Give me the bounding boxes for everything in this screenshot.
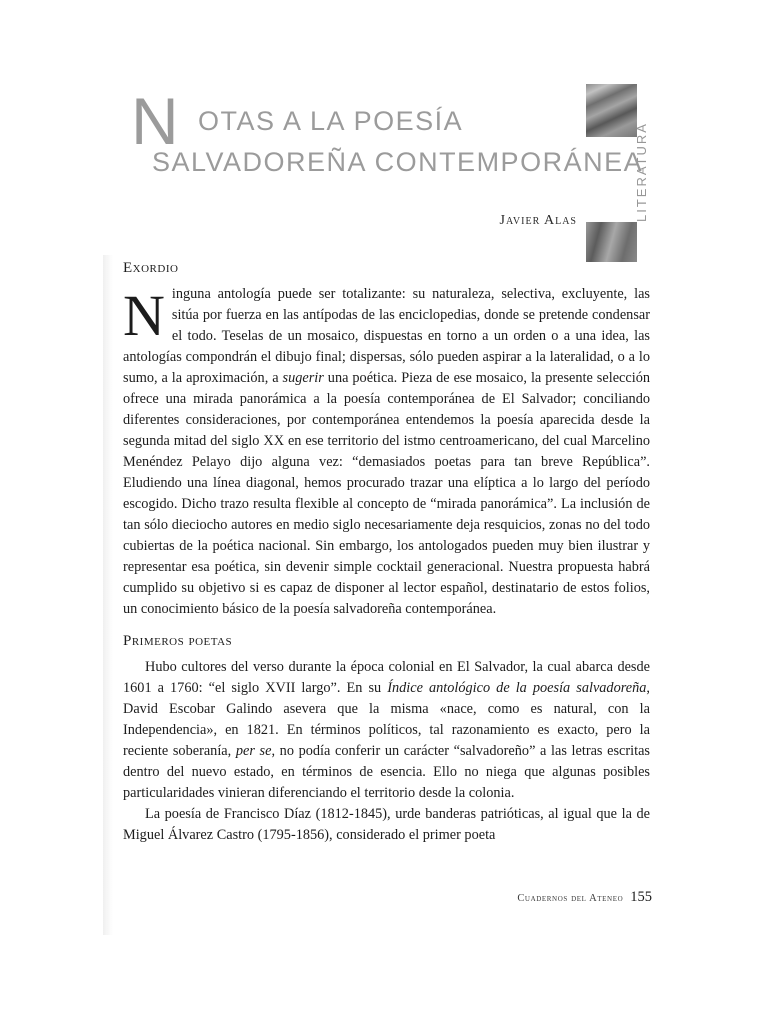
author-byline: Javier Alas bbox=[499, 213, 577, 228]
section bbox=[123, 633, 650, 846]
paragraph-text: inguna antología puede ser totalizante: su naturaleza, selectiva, excluyente, las sitúa por fuerza en las antípodas de las enciclopedias, donde se pretende condensar el todo. Teselas de un mosaico, dispuestas en torno a un orden o a una idea, las antologías compondrán el dibujo final; dispersas, sólo pueden aspirar a la lateralidad, o a lo sumo, a la aproximación, a bbox=[123, 286, 650, 386]
section bbox=[123, 260, 650, 620]
section-heading: Exordio bbox=[123, 260, 179, 276]
section-heading: Primeros poetas bbox=[123, 633, 233, 649]
photo-strip-bottom bbox=[586, 222, 637, 262]
page-title-line2: SALVADOREÑA CONTEMPORÁNEA bbox=[152, 147, 644, 177]
paragraph-text-italic: per se bbox=[235, 743, 272, 759]
paragraph-text: una poética. Pieza de ese mosaico, la presente selección ofrece una mirada panorámica a la poesía contemporánea de El Salvador; conciliando diferentes consideraciones, por contemporánea entendemos la poesía aparecida desde la segunda mitad del siglo XX en ese territorio del istmo centroamericano, del cual Marcelino Menéndez Pelayo dijo alguna vez: “demasiados poetas para tan breve República”. Eludiendo una línea diagonal, hemos procurado trazar una elíptica a lo largo del período escogido. Dicho trazo resulta flexible al concepto de “mirada panorámica”. La inclusión de tan sólo dieciocho autores en medio siglo necesariamente deja resquicios, zonas no del todo cubiertas de la poética nacional. Sin embargo, los antologados pueden muy bien ilustrar y representar esa poética, sin devenir simple cocktail generacional. Nuestra propuesta habrá cumplido su objetivo si es capaz de disponer al lector español, destinatario de estos folios, un conocimiento básico de la poesía salvadoreña contemporánea. bbox=[123, 370, 650, 617]
paragraph-text: , no podía conferir un carácter “salvadoreño” a las letras escritas dentro del nuevo estado, en términos de esencia. Ello no niega que algunas posibles particularidades vinieran diferenciando el territorio desde la colonia. bbox=[123, 743, 650, 801]
paragraph bbox=[123, 657, 650, 804]
paragraph-text-italic: Índice antológico de la poesía salvadoreña bbox=[387, 680, 647, 696]
paragraph-text: Hubo cultores del verso durante la época colonial en El Salvador, la cual abarca desde 1601 a 1760: “el siglo XVII largo”. En su bbox=[123, 659, 650, 696]
section-sidebar-label: LITERATURA bbox=[634, 122, 649, 222]
title-dropcap: N bbox=[131, 84, 179, 158]
paragraph-dropcap: N bbox=[123, 283, 165, 348]
photo-strip-top bbox=[586, 84, 637, 137]
page-footer bbox=[517, 889, 652, 906]
footer-journal-name: Cuadernos del Ateneo bbox=[517, 893, 624, 904]
page-gutter-shadow bbox=[103, 255, 113, 935]
paragraph-text: , David Escobar Galindo asevera que la misma «nace, como es natural, con la Independencia», en 1821. En términos políticos, tal razonamiento es exacto, pero la reciente soberanía, bbox=[123, 680, 650, 759]
paragraph bbox=[123, 284, 650, 620]
body-text bbox=[123, 260, 650, 846]
paragraph-text-italic: sugerir bbox=[282, 370, 324, 386]
paragraph bbox=[123, 804, 650, 846]
page-title-line1: OTAS A LA POESÍA bbox=[198, 106, 464, 136]
paragraph-text: La poesía de Francisco Díaz (1812-1845), urde banderas patrióticas, al igual que la de Miguel Álvarez Castro (1795-1856), considerado el primer poeta bbox=[123, 806, 650, 843]
footer-page-number: 155 bbox=[630, 889, 652, 905]
